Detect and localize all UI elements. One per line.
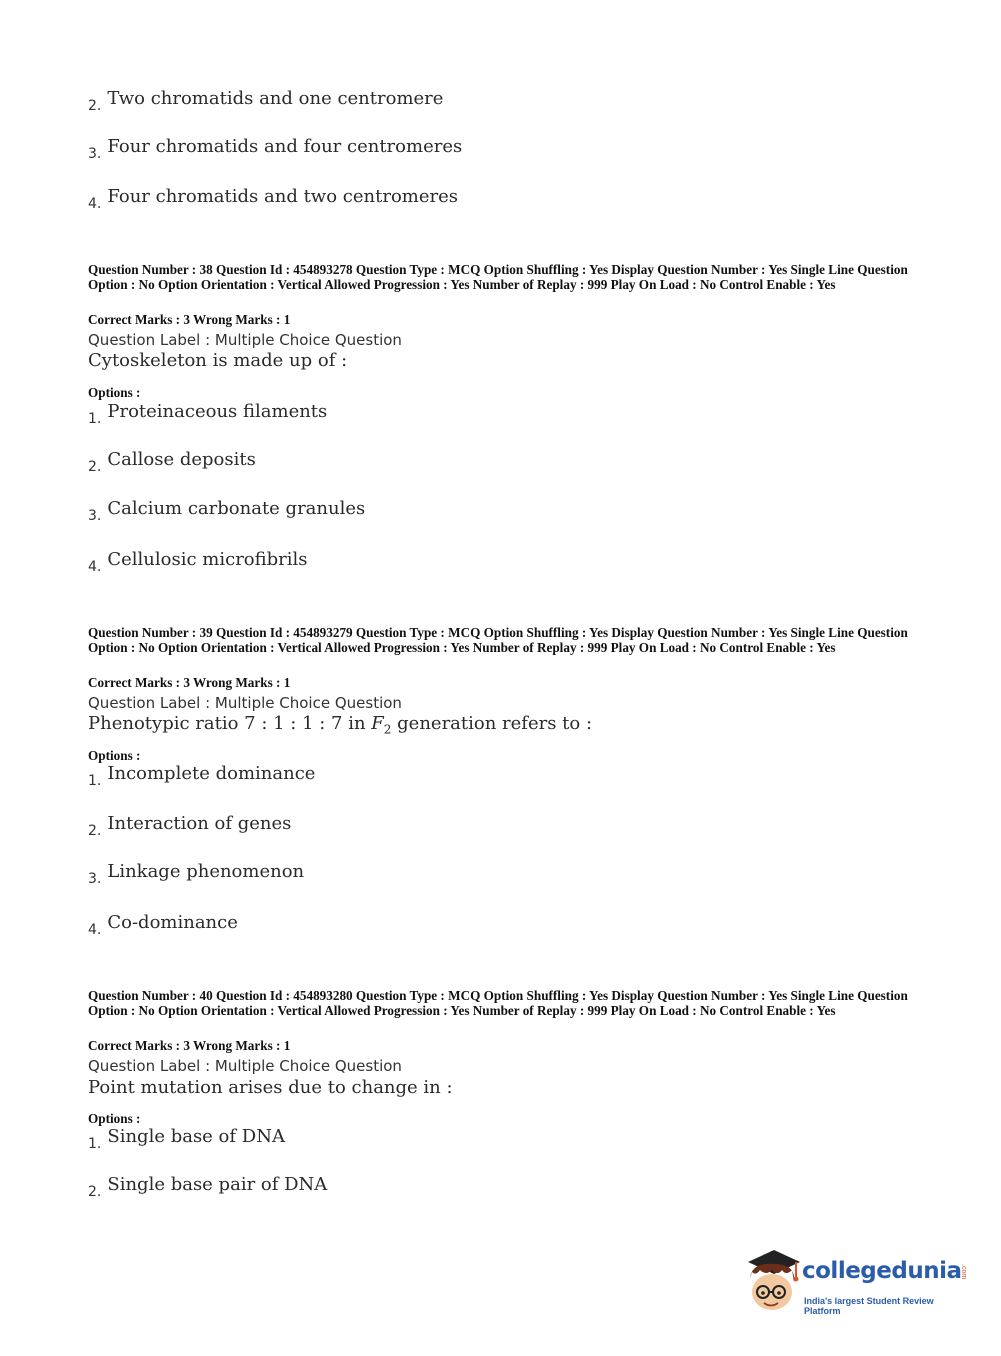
question-label: Question Label : Multiple Choice Question [88,331,402,349]
option-text: Callose deposits [107,449,256,470]
option-number: 3. [88,871,102,887]
option-item [88,401,328,427]
question-text-part: Phenotypic ratio 7 : 1 : 1 : 7 in [88,713,372,734]
question-meta: Question Number : 38 Question Id : 454893278 Question Type : MCQ Option Shuffling : Yes Display Question Number : Yes Single Line Question Option : No Option Orientation : Vertical Allowed Progression : Yes Number of Replay : 999 Play On Load : No Control Enable : Yes [88,262,908,292]
collegedunia-logo [742,1248,972,1316]
option-text: Two chromatids and one centromere [107,88,444,109]
option-item [88,186,458,212]
options-label: Options : [88,1111,141,1126]
option-text: Incomplete dominance [107,763,316,784]
options-label: Options : [88,385,141,400]
mascot-icon [742,1248,802,1316]
variable-f: F [371,713,384,734]
option-item [88,449,256,475]
option-item [88,912,238,938]
option-text: Co-dominance [107,912,238,933]
question-label: Question Label : Multiple Choice Question [88,1057,402,1075]
question-text [88,713,592,737]
question-marks: Correct Marks : 3 Wrong Marks : 1 [88,675,291,690]
option-number: 3. [88,146,102,162]
option-number: 4. [88,922,102,938]
question-label: Question Label : Multiple Choice Question [88,694,402,712]
option-item [88,1174,328,1200]
option-item [88,813,292,839]
question-text: Cytoskeleton is made up of : [88,350,348,371]
option-item [88,1126,285,1152]
option-number: 1. [88,1136,102,1152]
option-item [88,136,463,162]
question-text: Point mutation arises due to change in : [88,1077,453,1098]
logo-com: .com [960,1264,967,1280]
option-item [88,498,366,524]
option-text: Calcium carbonate granules [107,498,366,519]
option-number: 2. [88,1184,102,1200]
question-marks: Correct Marks : 3 Wrong Marks : 1 [88,312,291,327]
option-number: 4. [88,559,102,575]
option-number: 1. [88,773,102,789]
option-text: Four chromatids and two centromeres [107,186,458,207]
option-number: 2. [88,98,102,114]
question-text-part: generation refers to : [391,713,593,734]
option-text: Single base pair of DNA [107,1174,328,1195]
options-label: Options : [88,748,141,763]
option-text: Linkage phenomenon [107,861,305,882]
option-text: Interaction of genes [107,813,292,834]
option-item [88,549,308,575]
option-text: Single base of DNA [107,1126,285,1147]
option-number: 3. [88,508,102,524]
option-item [88,861,305,887]
option-text: Proteinaceous filaments [107,401,328,422]
option-item [88,763,316,789]
option-text: Four chromatids and four centromeres [107,136,463,157]
logo-tagline: India's largest Student Review Platform [804,1296,934,1316]
option-number: 2. [88,823,102,839]
question-meta: Question Number : 39 Question Id : 454893279 Question Type : MCQ Option Shuffling : Yes Display Question Number : Yes Single Line Question Option : No Option Orientation : Vertical Allowed Progression : Yes Number of Replay : 999 Play On Load : No Control Enable : Yes [88,625,908,655]
subscript: 2 [383,722,392,737]
question-marks: Correct Marks : 3 Wrong Marks : 1 [88,1038,291,1053]
option-text: Cellulosic microfibrils [107,549,308,570]
option-item [88,88,444,114]
question-meta: Question Number : 40 Question Id : 454893280 Question Type : MCQ Option Shuffling : Yes Display Question Number : Yes Single Line Question Option : No Option Orientation : Vertical Allowed Progression : Yes Number of Replay : 999 Play On Load : No Control Enable : Yes [88,988,908,1018]
logo-wordmark: collegedunia [802,1258,962,1284]
option-number: 2. [88,459,102,475]
option-number: 4. [88,196,102,212]
option-number: 1. [88,411,102,427]
